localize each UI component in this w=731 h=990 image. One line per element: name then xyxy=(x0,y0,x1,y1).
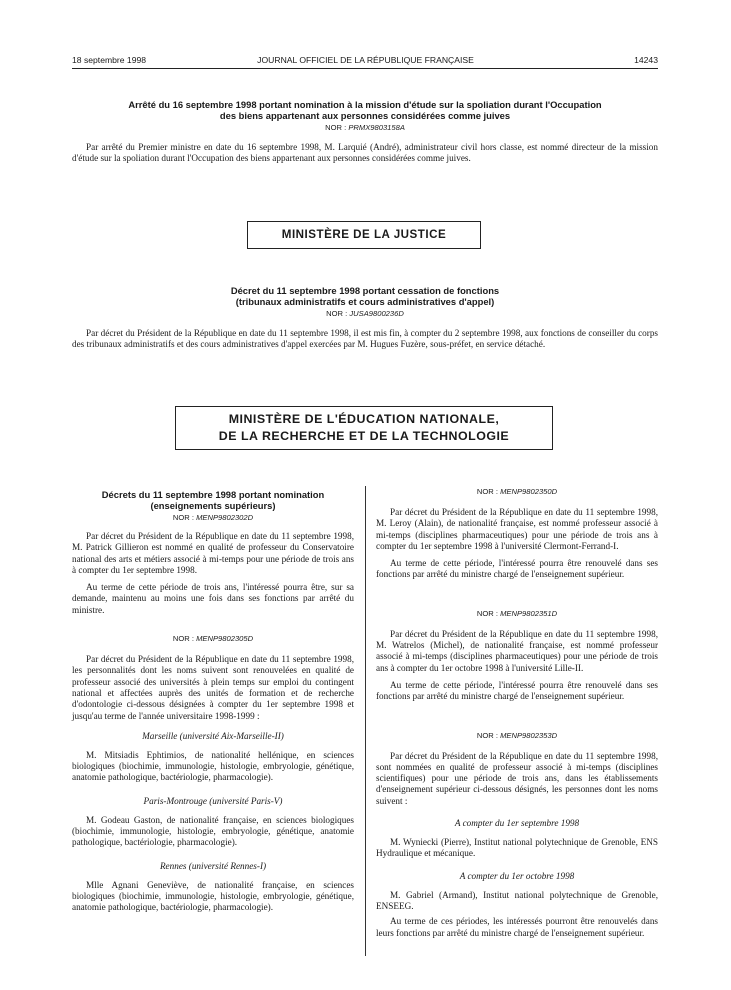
nor-label: NOR : xyxy=(476,608,498,618)
decret-justice-title-line1: Décret du 11 septembre 1998 portant cessation de fonctions xyxy=(230,285,500,296)
right-nor-2 xyxy=(376,609,658,618)
decret-justice-section xyxy=(72,285,658,351)
header-rule xyxy=(72,68,658,69)
right-paragraph-7: M. Gabriel (Armand), Institut national polytechnique de Grenoble, ENSEEG. xyxy=(376,889,658,911)
nor-code: PRMX9803158A xyxy=(348,123,405,132)
nor-label: NOR : xyxy=(476,487,498,496)
subheading-marseille: Marseille (université Aix-Marseille-II) xyxy=(142,730,284,741)
right-paragraph-5: Par décret du Président de la République en date du 11 septembre 1998, sont nommées en qualité de professeur associé à mi-temps (disciplines scientifiques) pour une période de trois ans, dans les établissements d'enseignement supérieur ci-dessous désignés, les personnes dont les noms suivent : xyxy=(376,750,658,806)
arrete-nor xyxy=(72,123,658,132)
ministere-justice-heading xyxy=(247,221,481,249)
right-column xyxy=(376,487,658,939)
right-paragraph-1: Par décret du Président de la République en date du 11 septembre 1998, M. Leroy (Alain), de nationalité française, est nommé professeur associé à mi-temps (disciplines pharmaceutiques) pour une période de trois ans à compter du 1er septembre 1998 à l'université Clermont-Ferrand-I. xyxy=(376,507,658,551)
header-journal-title: JOURNAL OFFICIEL DE LA RÉPUBLIQUE FRANÇAISE xyxy=(257,55,474,65)
decrets-nomination-title-line2: (enseignements supérieurs) xyxy=(150,500,276,511)
right-paragraph-3: Par décret du Président de la République en date du 11 septembre 1998, M. Watrelos (Michel), de nationalité française, est nommé professeur associé à mi-temps (disciplines pharmaceutiques) pour une période de trois ans à compter du 1er octobre 1998 à l'université Lille-II. xyxy=(376,628,658,673)
nor-code: MENP9802350D xyxy=(500,487,558,496)
left-paragraph-3: Par décret du Président de la République en date du 11 septembre 1998, les personnalités dont les noms suivent sont renouvelées en qualité de professeur associé des universités à plein temps sur emploi du contingent national et affectées auprès des unités de formation et de recherche d'odontologie ci-dessous désignées à compter du 1er septembre 1998 et jusqu'au terme de l'année universitaire 1998-1999 : xyxy=(72,654,354,721)
nor-code: MENP9802351D xyxy=(500,608,558,618)
decret-justice-nor xyxy=(72,309,658,318)
subheading-rennes: Rennes (université Rennes-I) xyxy=(159,860,267,871)
decret-justice-title-line2: (tribunaux administratifs et cours administratives d'appel) xyxy=(235,296,495,307)
nor-code: JUSA9800236D xyxy=(349,309,404,318)
nor-code: MENP9802305D xyxy=(196,634,254,644)
ministere-education-heading xyxy=(175,406,553,450)
header-page-number: 14243 xyxy=(634,55,658,65)
left-paragraph-1: Par décret du Président de la République en date du 11 septembre 1998, M. Patrick Gillieron est nommé en qualité de professeur du Conservatoire national des arts et métiers associé à mi-temps pour une période de trois ans à compter du 1er septembre 1998. xyxy=(72,531,354,575)
nor-code: MENP9802353D xyxy=(500,730,558,740)
right-paragraph-6: M. Wyniecki (Pierre), Institut national polytechnique de Grenoble, ENS Hydraulique et mécanique. xyxy=(376,837,658,859)
nor-code: MENP9802302D xyxy=(196,513,254,522)
right-paragraph-8: Au terme de ces périodes, les intéressés pourront être renouvelés dans leurs fonctions par arrêté du ministre chargé de l'enseignement supérieur. xyxy=(376,916,658,938)
left-column xyxy=(72,489,354,914)
ministere-justice-label: MINISTÈRE DE LA JUSTICE xyxy=(281,228,447,241)
right-nor-1 xyxy=(376,487,658,496)
left-paragraph-2: Au terme de cette période de trois ans, l'intéressé pourra être, sur sa demande, maintenu au moins une fois dans ses fonctions par arrêté du ministre. xyxy=(72,582,354,615)
nor-label: NOR : xyxy=(326,309,348,318)
arrete-title-line1: Arrêté du 16 septembre 1998 portant nomination à la mission d'étude sur la spoliation durant l'Occupation xyxy=(128,99,602,110)
nor-label: NOR : xyxy=(325,123,347,132)
left-paragraph-5: M. Godeau Gaston, de nationalité française, en sciences biologiques (biochimie, immunologie, histologie, embryologie, génétique, anatomie pathologique, bactériologie, pharmacologie). xyxy=(72,814,354,848)
ministere-education-line2: DE LA RECHERCHE ET DE LA TECHNOLOGIE xyxy=(218,429,510,443)
subheading-octobre: A compter du 1er octobre 1998 xyxy=(459,870,575,881)
right-paragraph-2: Au terme de cette période, l'intéressé pourra être renouvelé dans ses fonctions par arrêté du ministre chargé de l'enseignement supérieur. xyxy=(376,558,658,580)
left-paragraph-6: Mlle Agnani Geneviève, de nationalité française, en sciences biologiques (biochimie, immunologie, histologie, embryologie, génétique, anatomie pathologique, bactériologie, pharmacologie). xyxy=(72,879,354,913)
nor-label: NOR : xyxy=(172,513,194,522)
arrete-mission-section xyxy=(72,99,658,165)
right-paragraph-4: Au terme de cette période, l'intéressé pourra être renouvelé dans ses fonctions par arrêté du ministre chargé de l'enseignement supérieur. xyxy=(376,679,658,702)
column-divider xyxy=(365,486,366,956)
header-date: 18 septembre 1998 xyxy=(72,55,147,65)
right-nor-3 xyxy=(376,731,658,740)
arrete-title-line2: des biens appartenant aux personnes considérées comme juives xyxy=(219,110,511,121)
left-nor-2 xyxy=(72,634,354,643)
decret-justice-text: Par décret du Président de la République en date du 11 septembre 1998, il est mis fin, à compter du 2 septembre 1998, aux fonctions de conseiller du corps des tribunaux administratifs et des cours administratives d'appel exercées par M. Hugues Fuzère, sous-préfet, en service détaché. xyxy=(72,328,658,350)
subheading-paris-montrouge: Paris-Montrouge (université Paris-V) xyxy=(143,795,283,806)
subheading-septembre: A compter du 1er septembre 1998 xyxy=(454,818,580,829)
nor-label: NOR : xyxy=(172,634,194,644)
decrets-nomination-title-line1: Décrets du 11 septembre 1998 portant nomination xyxy=(101,489,325,500)
arrete-text: Par arrêté du Premier ministre en date du 16 septembre 1998, M. Larquié (André), administrateur civil hors classe, est nommé directeur de la mission d'étude sur la spoliation durant l'Occupation des biens appartenant aux personnes considérées comme juives. xyxy=(72,142,658,164)
ministere-education-line1: MINISTÈRE DE L'ÉDUCATION NATIONALE, xyxy=(228,412,500,426)
left-nor-1 xyxy=(72,513,354,522)
left-paragraph-4: M. Mitsiadis Ephtimios, de nationalité hellénique, en sciences biologiques (biochimie, immunologie, histologie, embryologie, génétique, anatomie pathologique, bactériologie, pharmacologie). xyxy=(72,749,354,783)
nor-label: NOR : xyxy=(476,730,498,740)
